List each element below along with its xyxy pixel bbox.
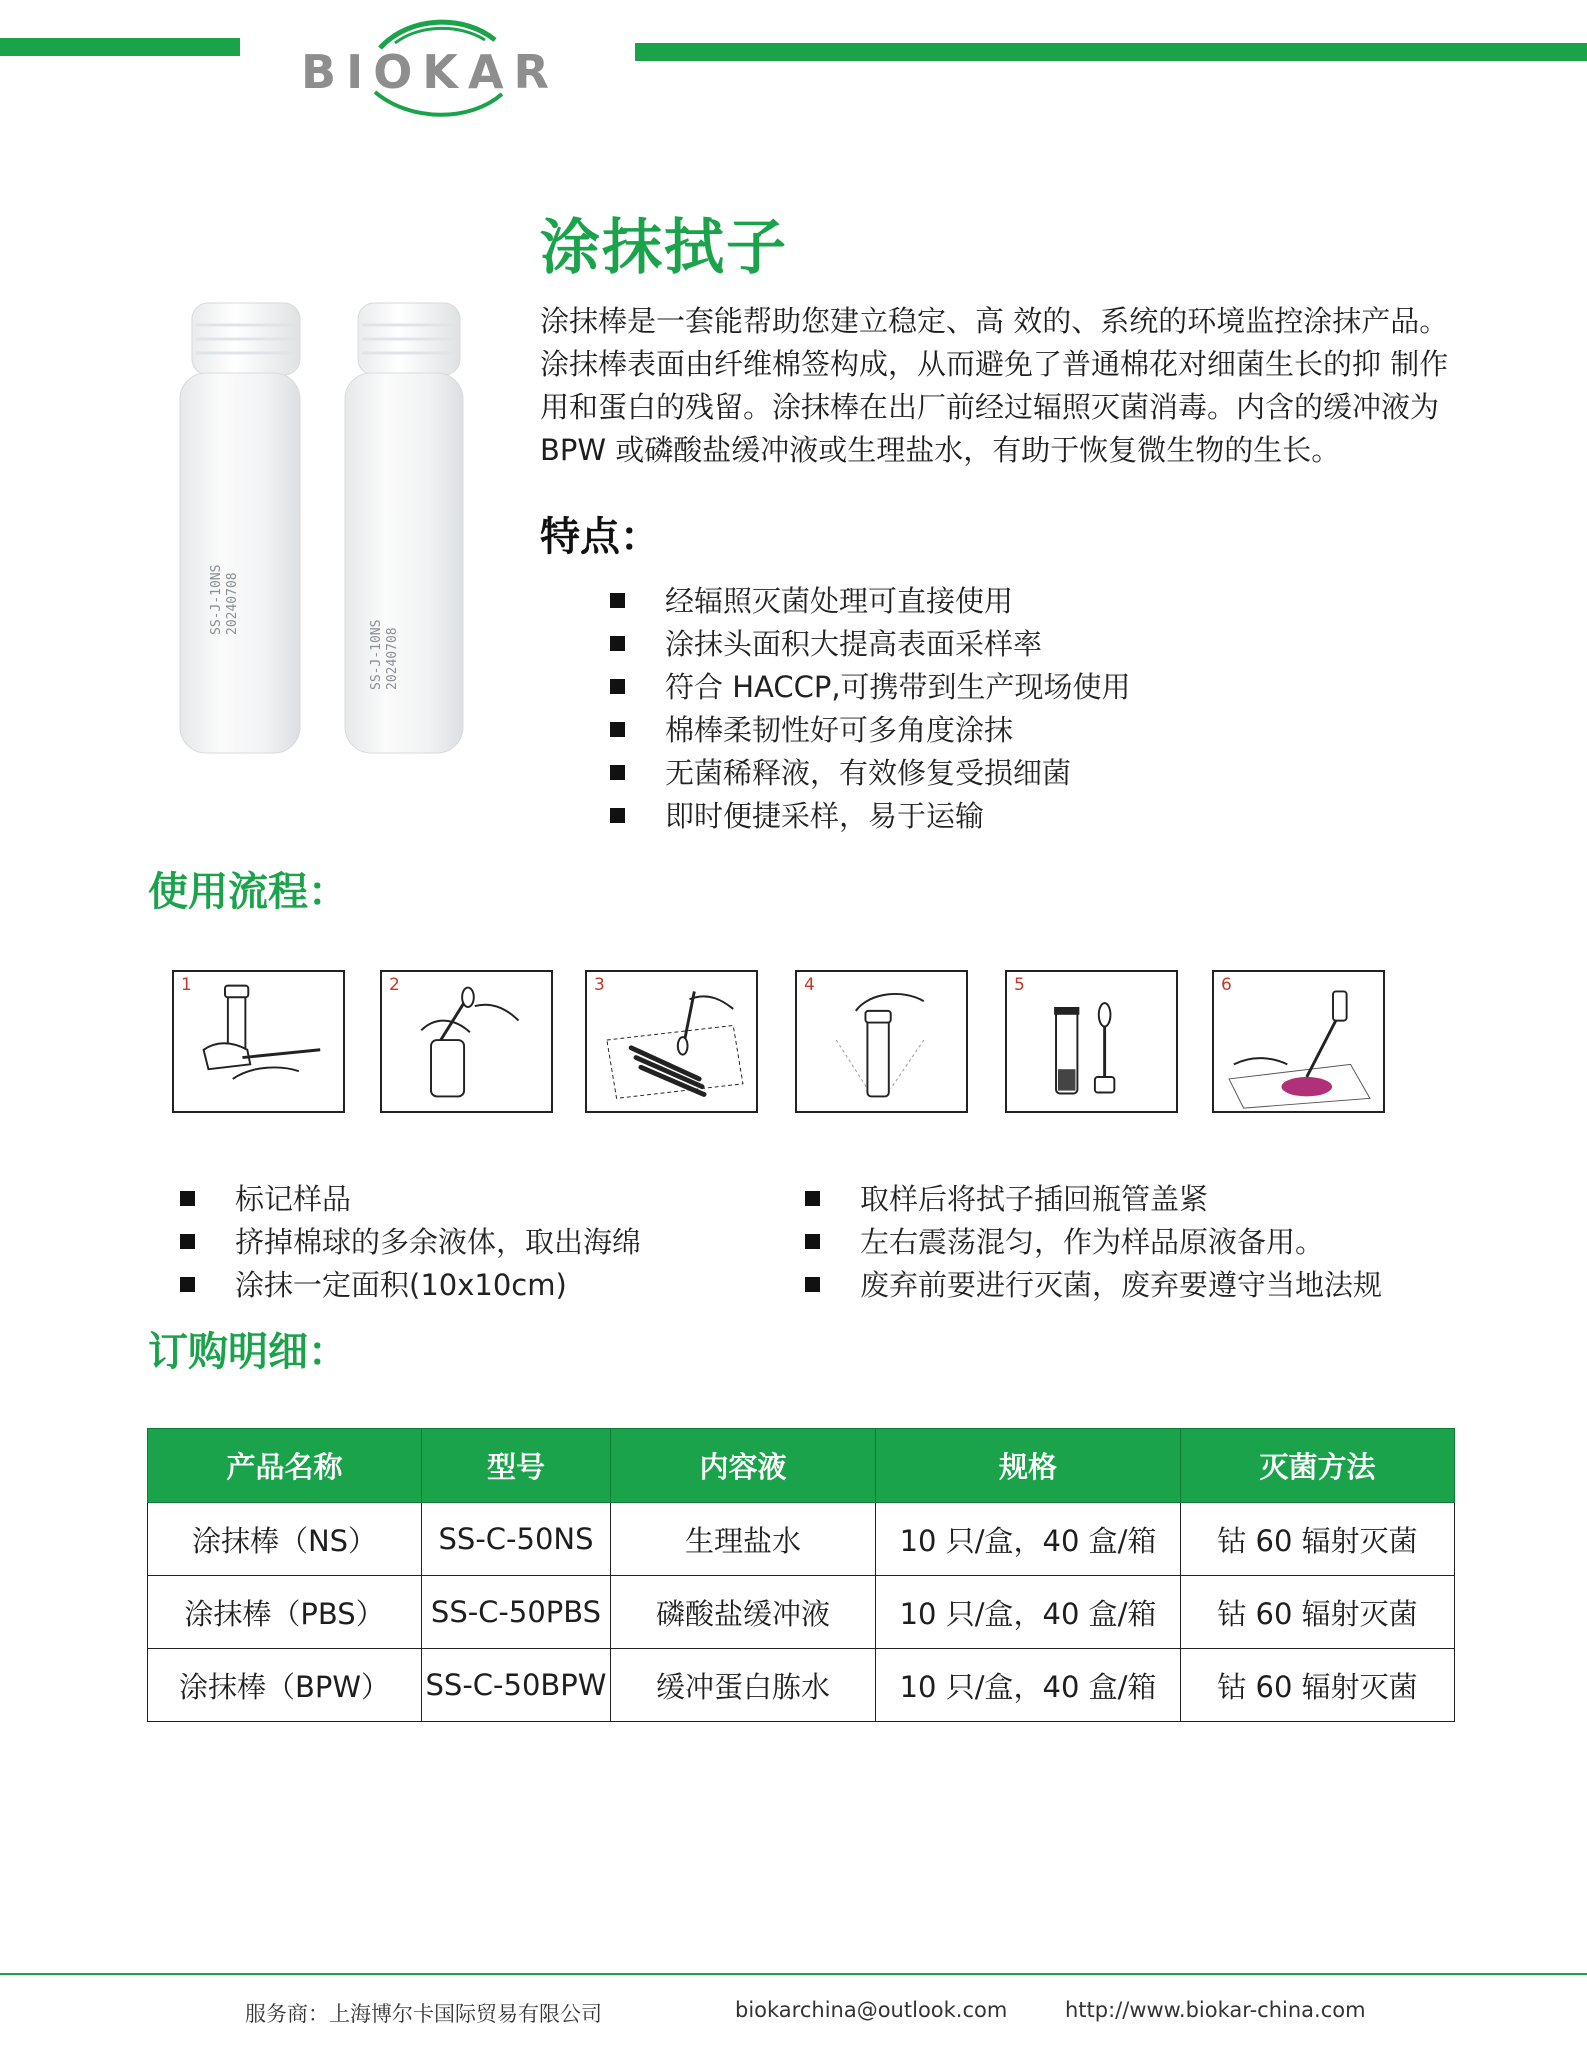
table-cell: 10 只/盒，40 盒/箱 [876,1649,1181,1722]
bullet-square-icon [610,808,625,823]
process-step-item: 左右震荡混匀，作为样品原液备用。 [805,1221,1382,1264]
features-list [610,580,1131,838]
tube-label-code: SS-J-10NS [369,619,384,690]
process-step-item: 取样后将拭子插回瓶管盖紧 [805,1178,1382,1221]
bullet-square-icon [610,765,625,780]
bullet-square-icon [610,593,625,608]
feature-item: 涂抹头面积大提高表面采样率 [610,623,1131,666]
column-header: 规格 [876,1429,1181,1503]
table-cell: 钴 60 辐射灭菌 [1181,1503,1455,1576]
step-illustration-3 [585,970,758,1113]
tube-label-date: 20240708 [385,627,400,690]
bullet-square-icon [180,1191,195,1206]
feature-item: 即时便捷采样，易于运输 [610,795,1131,838]
table-cell: 涂抹棒（PBS） [148,1576,422,1649]
bullet-square-icon [805,1277,820,1292]
bullet-square-icon [610,636,625,651]
step-illustration-6 [1212,970,1385,1113]
header-bar-right [635,43,1587,61]
swab-surface-icon [587,972,756,1111]
step-illustration-4 [795,970,968,1113]
swab-tube-1 [180,303,300,753]
process-step-item: 废弃前要进行灭菌，废弃要遵守当地法规 [805,1264,1382,1307]
biokar-logo [280,10,580,125]
feature-item: 经辐照灭菌处理可直接使用 [610,580,1131,623]
bullet-square-icon [805,1191,820,1206]
table-cell: 钴 60 辐射灭菌 [1181,1649,1455,1722]
table-header-row [148,1429,1455,1503]
column-header: 型号 [422,1429,611,1503]
product-title: 涂抹拭子 [540,213,788,283]
table-row [148,1503,1455,1576]
bullet-square-icon [610,722,625,737]
features-heading: 特点： [540,514,660,560]
table-cell: SS-C-50BPW [422,1649,611,1722]
logo-wordmark: BIOKAR [301,45,559,99]
process-steps-right [805,1178,1382,1307]
table-cell: 10 只/盒，40 盒/箱 [876,1576,1181,1649]
tube-label-code: SS-J-10NS [209,564,224,635]
table-cell: 磷酸盐缓冲液 [611,1576,876,1649]
table-row [148,1649,1455,1722]
bullet-square-icon [805,1234,820,1249]
shake-tube-icon [797,972,966,1111]
footer-website-link[interactable]: http://www.biokar-china.com [1065,1998,1366,2022]
step-number: 3 [594,975,605,995]
step-illustration-5 [1005,970,1178,1113]
table-cell: SS-C-50NS [422,1503,611,1576]
process-steps-left [180,1178,641,1307]
bullet-square-icon [180,1234,195,1249]
column-header: 产品名称 [148,1429,422,1503]
hand-holding-tube-icon [174,972,343,1111]
product-intro: 涂抹棒是一套能帮助您建立稳定、高 效的、系统的环境监控涂抹产品。涂抹棒表面由纤维棉签构成，从而避免了普通棉花对细菌生长的抑 制作用和蛋白的残留。涂抹棒在出厂前经过辐照灭菌消毒。内含的缓冲液为 BPW 或磷酸盐缓冲液或生理盐水，有助于恢复微生物的生长。 [540,304,1449,467]
feature-item: 棉棒柔韧性好可多角度涂抹 [610,709,1131,752]
footer-email-link[interactable]: biokarchina@outlook.com [735,1998,1008,2022]
order-table [147,1428,1455,1722]
squeeze-swab-icon [382,972,551,1111]
process-step-item: 涂抹一定面积(10x10cm) [180,1264,641,1307]
table-cell: 钴 60 辐射灭菌 [1181,1576,1455,1649]
table-cell: 涂抹棒（NS） [148,1503,422,1576]
table-cell: 涂抹棒（BPW） [148,1649,422,1722]
step-number: 4 [804,975,815,995]
product-photo [170,295,480,765]
bullet-square-icon [180,1277,195,1292]
header-bar-left [0,38,240,56]
table-cell: 10 只/盒，40 盒/箱 [876,1503,1181,1576]
footer-divider [0,1973,1587,1975]
process-heading: 使用流程： [148,869,348,915]
tube-and-swab-icon [1007,972,1176,1111]
column-header: 灭菌方法 [1181,1429,1455,1503]
swab-tube-2 [345,303,463,753]
column-header: 内容液 [611,1429,876,1503]
process-step-item: 挤掉棉球的多余液体，取出海绵 [180,1221,641,1264]
step-number: 6 [1221,975,1232,995]
step-number: 2 [389,975,400,995]
process-step-item: 标记样品 [180,1178,641,1221]
order-heading: 订购明细： [148,1329,348,1375]
table-row [148,1576,1455,1649]
feature-item: 无菌稀释液，有效修复受损细菌 [610,752,1131,795]
step-illustration-1 [172,970,345,1113]
table-cell: 生理盐水 [611,1503,876,1576]
table-cell: 缓冲蛋白胨水 [611,1649,876,1722]
feature-item: 符合 HACCP,可携带到生产现场使用 [610,666,1131,709]
step-number: 5 [1014,975,1025,995]
bullet-square-icon [610,679,625,694]
step-illustration-2 [380,970,553,1113]
tube-label-date: 20240708 [225,572,240,635]
plate-inoculation-icon [1214,972,1383,1111]
step-number: 1 [181,975,192,995]
table-cell: SS-C-50PBS [422,1576,611,1649]
footer-provider: 服务商：上海博尔卡国际贸易有限公司 [245,2002,602,2026]
